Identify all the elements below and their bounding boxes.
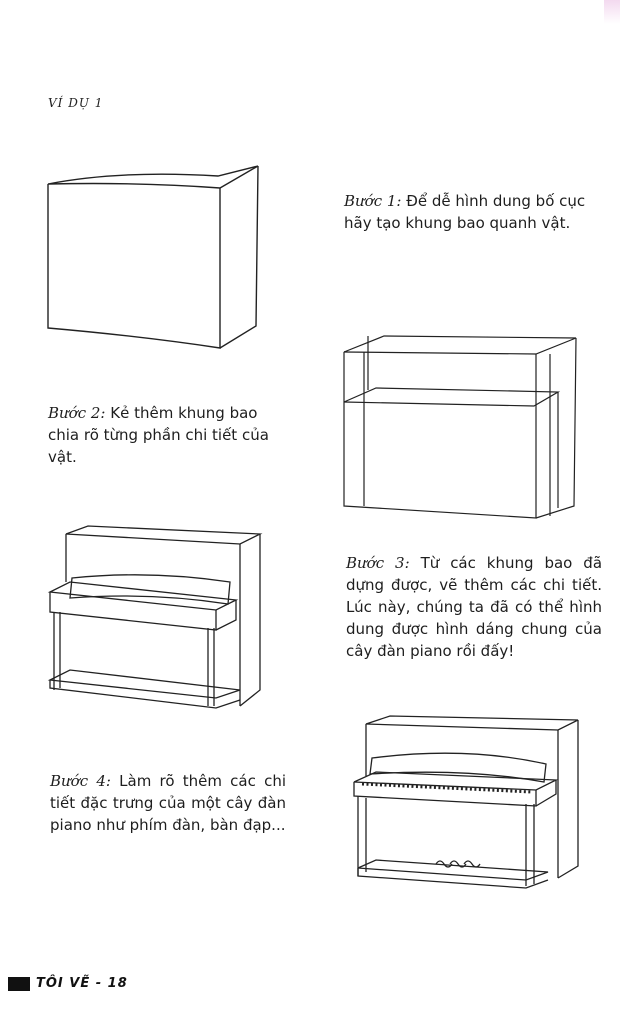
- step-4-text: Làm rõ thêm các chi tiết đặc trưng của một cây đàn piano như phím đàn, bàn đạp...: [50, 772, 287, 834]
- footer-bar: [8, 977, 30, 991]
- footer-page-label: TÔI VẼ - 18: [36, 976, 128, 991]
- step-3-text: Từ các khung bao đã dựng được, vẽ thêm các chi tiết. Lúc này, chúng ta đã có thể hình dung được hình dáng chung của cây đàn piano rồi đấy!: [346, 554, 603, 660]
- step-1-caption: [344, 190, 594, 234]
- step-3-caption: [346, 552, 602, 662]
- step-2-label: Bước 2:: [48, 404, 106, 422]
- step-4-label: Bước 4:: [50, 772, 111, 790]
- step-4-piano-drawing: [336, 706, 586, 906]
- section-title: VÍ DỤ 1: [48, 96, 104, 110]
- step-3-label: Bước 3:: [346, 554, 410, 572]
- step-1-label: Bước 1:: [344, 192, 402, 210]
- step-2-text: Kẻ thêm khung bao chia rõ từng phần chi tiết của vật.: [48, 404, 269, 466]
- step-1-text: Để dễ hình dung bố cục hãy tạo khung bao quanh vật.: [344, 192, 586, 232]
- step-2-box-drawing: [336, 330, 586, 530]
- step-2-caption: [48, 402, 278, 468]
- step-4-caption: [50, 770, 286, 836]
- step-3-piano-drawing: [40, 520, 270, 720]
- page-edge-mark: [604, 0, 620, 24]
- step-1-box-drawing: [40, 160, 270, 360]
- page-footer: [8, 976, 128, 991]
